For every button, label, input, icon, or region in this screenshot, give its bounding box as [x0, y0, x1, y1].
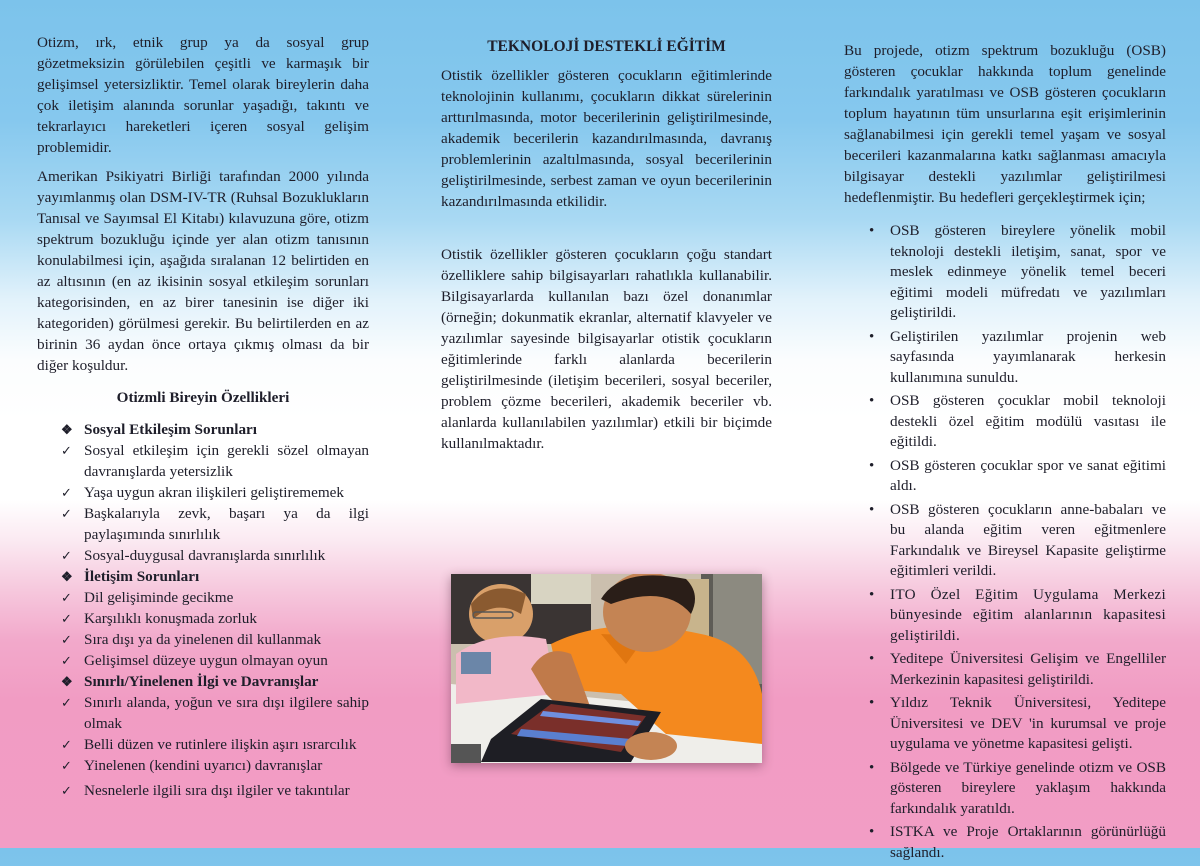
- goal-item: [844, 221, 1166, 324]
- goal-item: [844, 822, 1166, 863]
- bullet-icon: •: [869, 651, 875, 667]
- checkmark-icon: ✓: [61, 653, 72, 668]
- category-title: İletişim Sorunları: [84, 568, 200, 585]
- goal-text: Geliştirilen yazılımlar projenin web sayfasında yayımlanarak herkesin kullanımına sunuldu.: [890, 327, 1166, 386]
- goal-item: [844, 649, 1166, 690]
- checkmark-icon: ✓: [61, 443, 72, 458]
- goal-text: OSB gösteren çocukların anne-babaları ve bu alanda eğitim veren eğitmenlere Farkındalık ve Bireysel Kapasite geliştirme eğitimleri verildi.: [890, 500, 1166, 579]
- goal-text: OSB gösteren çocuklar mobil teknoloji destekli özel eğitim modülü vasıtası ile eğitildi.: [890, 392, 1166, 450]
- features-heading: Otizmli Bireyin Özellikleri: [116, 389, 290, 406]
- feature-text: Belli düzen ve rutinlere ilişkin aşırı ısrarcılık: [84, 736, 357, 753]
- dsm-paragraph: Amerikan Psikiyatri Birliği tarafından 2000 yılında yayımlanmış olan DSM-IV-TR (Ruhsal Bozuklukların Tanısal ve Sayımsal El Kitabı) kılavuzuna göre, otizm spektrum bozukluğu içinde yer alan otizm tanısının konulabilmesi için, aşağıda sıralanan 12 belirtiden en az altısının (en az ikisinin sosyal etkileşim sorunları kategorisinden, en az birer tanesinin ise diğer iki kategoriden) görülmesi gerekir. Bu belirtilerden en az birinin 36 aydan önce ortaya çıkmış olması da bir diğer koşuldur.: [37, 168, 369, 374]
- bullet-icon: •: [869, 457, 875, 474]
- feature-text: Yinelenen (kendini uyarıcı) davranışlar: [84, 757, 323, 774]
- project-intro-paragraph: Bu projede, otizm spektrum bozukluğu (OSB) gösteren çocuklar hakkında toplum genelinde farkındalık yaratılması ve OSB gösteren çocukların toplum hayatının tüm unsurlarına eşit erişimlerinin sağlanabilmesi için gerekli temel yaşam ve sosyal becerileri kazanmalarına katkı sağlanması amacıyla bilgisayar destekli yazılımlar geliştirilmesi hedeflenmiştir. Bu hedefleri gerçekleştirmek için;: [844, 42, 1166, 206]
- checkmark-icon: ✓: [61, 485, 72, 500]
- bullet-icon: •: [869, 824, 875, 840]
- checkmark-icon: ✓: [61, 758, 72, 773]
- feature-item: [61, 692, 369, 734]
- feature-text: Sıra dışı ya da yinelenen dil kullanmak: [84, 631, 322, 648]
- feature-item: [61, 587, 369, 608]
- goal-item: [844, 327, 1166, 389]
- checkmark-icon: ✓: [61, 632, 72, 647]
- feature-item: [61, 629, 369, 650]
- diamond-bullet-icon: ❖: [61, 674, 73, 689]
- feature-text: Başkalarıyla zevk, başarı ya da ilgi paylaşımında sınırlılık: [84, 505, 369, 543]
- checkmark-icon: ✓: [61, 737, 72, 752]
- intro-paragraph: Otizm, ırk, etnik grup ya da sosyal grup gözetmeksizin görülebilen çeşitli ve karmaşık bir gelişimsel yetersizliktir. Temel olarak bireylerin daha çok iletişim alanında sorunlar yaşadığı, takıntı ve tekrarlayıcı hareketleri içeren sosyal gelişim problemidir.: [37, 34, 369, 156]
- category-communication: [61, 566, 369, 587]
- children-tablet-photo: [451, 574, 762, 763]
- feature-item: [61, 650, 369, 671]
- goal-item: [844, 500, 1166, 582]
- bullet-icon: •: [869, 586, 875, 603]
- goal-item: [844, 585, 1166, 647]
- diamond-bullet-icon: ❖: [61, 422, 73, 437]
- feature-text: Sosyal etkileşim için gerekli sözel olmayan davranışlarda yetersizlik: [84, 442, 369, 480]
- bullet-icon: •: [869, 393, 875, 409]
- bullet-icon: •: [869, 223, 875, 239]
- goal-text: ITO Özel Eğitim Uygulama Merkezi bünyesinde eğitim alanlarının kapasitesi geliştirildi.: [890, 585, 1166, 644]
- goal-item: [844, 693, 1166, 755]
- feature-item: [61, 780, 369, 801]
- feature-text: Yaşa uygun akran ilişkileri geliştirememek: [84, 484, 344, 501]
- goal-item: [844, 391, 1166, 453]
- tech-paragraph-2: Otistik özellikler gösteren çocukların çoğu standart özelliklere sahip bilgisayarları rahatlıkla kullanabilir. Bilgisayarlarda kullanılan bazı özel donanımlar (örneğin; dokunmatik ekranlar, alternatif klavyeler ve yazılımlar sayesinde bilgisayarlar otistik çocukların eğitimlerinde farklı alanlarda becerilerin geliştirilmesinde (iletişim becerileri, sosyal beceriler, problem çözme becerileri, akademik beceriler vb. alanlarda kullanılabilen yazılımlar) etkili bir biçimde kullanılmaktadır.: [441, 246, 772, 452]
- tech-paragraph-1: Otistik özellikler gösteren çocukların eğitimlerinde teknolojinin kullanımı, çocukların dikkat sürelerinin arttırılmasında, motor becerilerinin geliştirilmesinde, akademik becerilerin kazandırılmasında, davranış problemlerinin azaltılmasında, sosyal becerilerinin geliştirilmesinde, serbest zaman ve oyun becerilerinin kazandırılmasında etkilidir.: [441, 67, 772, 210]
- feature-item: [61, 734, 369, 755]
- feature-item: [61, 545, 369, 566]
- bullet-icon: •: [869, 501, 875, 518]
- checkmark-icon: ✓: [61, 695, 72, 710]
- goal-text: Bölgede ve Türkiye genelinde otizm ve OSB gösteren bireylere yaklaşım hakkında farkındalık yaratıldı.: [890, 758, 1166, 817]
- bullet-icon: •: [869, 759, 875, 776]
- checkmark-icon: ✓: [61, 783, 72, 798]
- photo-illustration: [451, 574, 762, 763]
- tech-education-heading: TEKNOLOJİ DESTEKLİ EĞİTİM: [487, 38, 726, 55]
- category-title: Sosyal Etkileşim Sorunları: [84, 421, 257, 438]
- goal-text: Yıldız Teknik Üniversitesi, Yeditepe Üniversitesi ve DEV 'in kurumsal ve proje uygulama ve yönetme kapasitesi gelişti.: [890, 694, 1166, 752]
- features-list: [61, 419, 369, 801]
- category-social-interaction: [61, 419, 369, 440]
- category-restricted-interests: [61, 671, 369, 692]
- goal-item: [844, 758, 1166, 820]
- feature-text: Karşılıklı konuşmada zorluk: [84, 610, 257, 627]
- bullet-icon: •: [869, 695, 875, 711]
- feature-item: [61, 482, 369, 503]
- goal-item: [844, 456, 1166, 497]
- goal-text: ISTKA ve Proje Ortaklarının görünürlüğü sağlandı.: [890, 823, 1166, 861]
- goal-text: OSB gösteren bireylere yönelik mobil teknoloji destekli iletişim, sanat, spor ve meslek edinmeye yönelik temel beceri eğitimi modeli müfredatı ve yazılımları geliştirildi.: [890, 222, 1166, 321]
- feature-text: Sınırlı alanda, yoğun ve sıra dışı ilgilere sahip olmak: [84, 694, 369, 732]
- checkmark-icon: ✓: [61, 611, 72, 626]
- checkmark-icon: ✓: [61, 506, 72, 521]
- feature-item: [61, 440, 369, 482]
- feature-text: Gelişimsel düzeye uygun olmayan oyun: [84, 652, 328, 669]
- feature-text: Sosyal-duygusal davranışlarda sınırlılık: [84, 547, 326, 564]
- goal-text: Yeditepe Üniversitesi Gelişim ve Engelliler Merkezinin kapasitesi geliştirildi.: [890, 650, 1166, 688]
- bullet-icon: •: [869, 328, 875, 345]
- checkmark-icon: ✓: [61, 548, 72, 563]
- feature-item: [61, 503, 369, 545]
- project-goals-list: [844, 221, 1166, 866]
- category-title: Sınırlı/Yinelenen İlgi ve Davranışlar: [84, 673, 319, 690]
- checkmark-icon: ✓: [61, 590, 72, 605]
- goal-text: OSB gösteren çocuklar spor ve sanat eğitimi aldı.: [890, 456, 1166, 494]
- feature-item: [61, 755, 369, 776]
- feature-item: [61, 608, 369, 629]
- feature-text: Dil gelişiminde gecikme: [84, 589, 234, 606]
- diamond-bullet-icon: ❖: [61, 569, 73, 584]
- feature-text: Nesnelerle ilgili sıra dışı ilgiler ve takıntılar: [84, 782, 350, 799]
